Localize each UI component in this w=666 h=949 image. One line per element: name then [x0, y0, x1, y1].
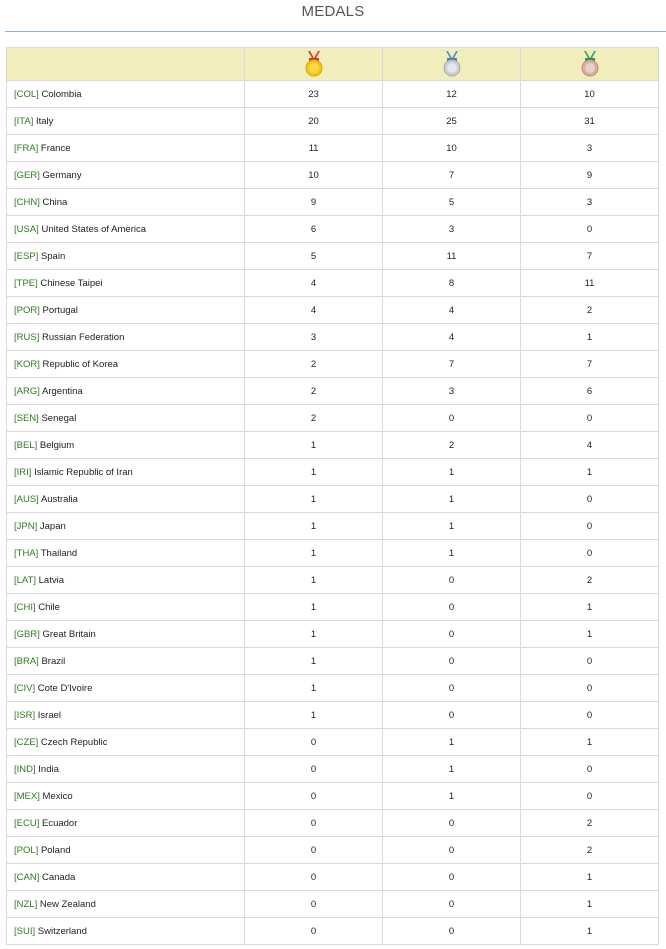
- table-row: [7, 486, 659, 513]
- silver-count: 7: [383, 162, 521, 189]
- country-name: Belgium: [39, 439, 75, 451]
- country-cell: [7, 567, 245, 594]
- medals-table: [6, 47, 659, 945]
- silver-count: 1: [383, 756, 521, 783]
- table-row: [7, 216, 659, 243]
- country-cell: [7, 918, 245, 945]
- country-cell: [7, 513, 245, 540]
- silver-count: 25: [383, 108, 521, 135]
- silver-count: 1: [383, 540, 521, 567]
- table-header-row: [7, 48, 659, 81]
- table-row: [7, 837, 659, 864]
- silver-count: 3: [383, 216, 521, 243]
- bronze-count: 0: [521, 756, 659, 783]
- gold-count: 0: [245, 810, 383, 837]
- silver-count: 1: [383, 513, 521, 540]
- gold-count: 20: [245, 108, 383, 135]
- country-code: [KOR]: [14, 358, 40, 370]
- country-cell: [7, 135, 245, 162]
- country-cell: [7, 270, 245, 297]
- country-name: Argentina: [42, 385, 83, 397]
- country-name: Brazil: [41, 655, 66, 667]
- gold-count: 0: [245, 756, 383, 783]
- country-code: [SUI]: [14, 925, 36, 937]
- country-cell: [7, 675, 245, 702]
- gold-count: 2: [245, 351, 383, 378]
- table-row: [7, 459, 659, 486]
- gold-count: 6: [245, 216, 383, 243]
- bronze-count: 0: [521, 216, 659, 243]
- silver-count: 12: [383, 81, 521, 108]
- gold-count: 9: [245, 189, 383, 216]
- gold-column-header: [245, 48, 383, 81]
- gold-count: 5: [245, 243, 383, 270]
- country-name: Portugal: [42, 304, 78, 316]
- country-name: Colombia: [41, 88, 82, 100]
- country-name: Latvia: [38, 574, 64, 586]
- page-title: MEDALS: [301, 3, 365, 20]
- table-row: [7, 864, 659, 891]
- table-row: [7, 702, 659, 729]
- gold-count: 1: [245, 648, 383, 675]
- country-name: Russian Federation: [41, 331, 125, 343]
- silver-count: 1: [383, 486, 521, 513]
- bronze-count: 10: [521, 81, 659, 108]
- country-code: [POL]: [14, 844, 39, 856]
- bronze-count: 1: [521, 864, 659, 891]
- table-row: [7, 432, 659, 459]
- gold-count: 0: [245, 891, 383, 918]
- country-code: [ARG]: [14, 385, 40, 397]
- country-cell: [7, 783, 245, 810]
- silver-count: 1: [383, 459, 521, 486]
- country-name: India: [38, 763, 59, 775]
- silver-count: 0: [383, 837, 521, 864]
- country-cell: [7, 756, 245, 783]
- bronze-column-header: [521, 48, 659, 81]
- title-divider: [5, 31, 666, 32]
- country-name: New Zealand: [39, 898, 96, 910]
- country-code: [ITA]: [14, 115, 34, 127]
- silver-column-header: [383, 48, 521, 81]
- silver-count: 11: [383, 243, 521, 270]
- table-row: [7, 270, 659, 297]
- country-code: [BRA]: [14, 655, 39, 667]
- country-column-header: [7, 48, 245, 81]
- silver-count: 0: [383, 918, 521, 945]
- country-cell: [7, 432, 245, 459]
- country-code: [GBR]: [14, 628, 40, 640]
- table-row: [7, 81, 659, 108]
- country-code: [ECU]: [14, 817, 40, 829]
- country-name: Senegal: [41, 412, 77, 424]
- bronze-count: 1: [521, 891, 659, 918]
- country-code: [NZL]: [14, 898, 38, 910]
- silver-count: 0: [383, 648, 521, 675]
- country-name: Japan: [39, 520, 66, 532]
- gold-count: 2: [245, 378, 383, 405]
- table-row: [7, 297, 659, 324]
- silver-count: 1: [383, 783, 521, 810]
- bronze-count: 2: [521, 567, 659, 594]
- country-cell: [7, 108, 245, 135]
- country-name: Poland: [40, 844, 71, 856]
- country-cell: [7, 864, 245, 891]
- country-name: Thailand: [40, 547, 78, 559]
- table-row: [7, 891, 659, 918]
- bronze-medal-icon: [580, 51, 600, 77]
- country-code: [CIV]: [14, 682, 36, 694]
- country-code: [ISR]: [14, 709, 36, 721]
- gold-count: 0: [245, 837, 383, 864]
- country-code: [CHN]: [14, 196, 40, 208]
- gold-count: 4: [245, 270, 383, 297]
- country-code: [ESP]: [14, 250, 39, 262]
- country-code: [AUS]: [14, 493, 39, 505]
- country-cell: [7, 351, 245, 378]
- table-row: [7, 783, 659, 810]
- country-name: Germany: [42, 169, 82, 181]
- bronze-count: 2: [521, 837, 659, 864]
- gold-count: 1: [245, 621, 383, 648]
- country-name: Islamic Republic of Iran: [34, 466, 133, 478]
- country-cell: [7, 324, 245, 351]
- silver-count: 5: [383, 189, 521, 216]
- country-name: Chile: [38, 601, 60, 613]
- table-row: [7, 135, 659, 162]
- silver-count: 0: [383, 864, 521, 891]
- table-row: [7, 189, 659, 216]
- table-row: [7, 594, 659, 621]
- gold-count: 1: [245, 702, 383, 729]
- country-cell: [7, 729, 245, 756]
- country-name: Republic of Korea: [42, 358, 119, 370]
- bronze-count: 3: [521, 135, 659, 162]
- country-cell: [7, 837, 245, 864]
- country-code: [CZE]: [14, 736, 39, 748]
- bronze-count: 2: [521, 297, 659, 324]
- gold-count: 4: [245, 297, 383, 324]
- bronze-count: 1: [521, 621, 659, 648]
- silver-count: 4: [383, 297, 521, 324]
- country-code: [BEL]: [14, 439, 38, 451]
- country-code: [SEN]: [14, 412, 39, 424]
- country-name: Mexico: [42, 790, 73, 802]
- bronze-count: 0: [521, 405, 659, 432]
- bronze-count: 0: [521, 513, 659, 540]
- bronze-count: 0: [521, 486, 659, 513]
- country-code: [CHI]: [14, 601, 36, 613]
- table-row: [7, 621, 659, 648]
- country-cell: [7, 378, 245, 405]
- gold-count: 1: [245, 513, 383, 540]
- gold-count: 1: [245, 486, 383, 513]
- silver-count: 0: [383, 810, 521, 837]
- country-code: [FRA]: [14, 142, 39, 154]
- bronze-count: 11: [521, 270, 659, 297]
- country-code: [TPE]: [14, 277, 38, 289]
- country-cell: [7, 540, 245, 567]
- table-row: [7, 675, 659, 702]
- country-cell: [7, 162, 245, 189]
- bronze-count: 31: [521, 108, 659, 135]
- gold-count: 0: [245, 918, 383, 945]
- table-row: [7, 918, 659, 945]
- silver-count: 0: [383, 675, 521, 702]
- silver-count: 1: [383, 729, 521, 756]
- table-row: [7, 810, 659, 837]
- gold-count: 1: [245, 675, 383, 702]
- country-name: United States of America: [41, 223, 147, 235]
- country-code: [THA]: [14, 547, 39, 559]
- gold-medal-icon: [304, 51, 324, 77]
- country-cell: [7, 594, 245, 621]
- country-cell: [7, 486, 245, 513]
- table-row: [7, 351, 659, 378]
- bronze-count: 1: [521, 324, 659, 351]
- gold-count: 0: [245, 783, 383, 810]
- country-name: Spain: [40, 250, 66, 262]
- country-name: China: [42, 196, 68, 208]
- silver-count: 0: [383, 594, 521, 621]
- country-code: [CAN]: [14, 871, 40, 883]
- country-code: [MEX]: [14, 790, 40, 802]
- country-code: [USA]: [14, 223, 39, 235]
- country-name: Israel: [37, 709, 61, 721]
- bronze-count: 1: [521, 918, 659, 945]
- country-name: Chinese Taipei: [40, 277, 103, 289]
- country-name: Australia: [40, 493, 78, 505]
- bronze-count: 0: [521, 648, 659, 675]
- table-row: [7, 648, 659, 675]
- gold-count: 0: [245, 729, 383, 756]
- table-row: [7, 567, 659, 594]
- silver-count: 0: [383, 621, 521, 648]
- table-row: [7, 405, 659, 432]
- gold-count: 1: [245, 459, 383, 486]
- country-code: [POR]: [14, 304, 40, 316]
- country-code: [LAT]: [14, 574, 36, 586]
- bronze-count: 7: [521, 243, 659, 270]
- country-cell: [7, 621, 245, 648]
- medals-table-body: [7, 81, 659, 945]
- table-row: [7, 756, 659, 783]
- bronze-count: 1: [521, 594, 659, 621]
- gold-count: 3: [245, 324, 383, 351]
- gold-count: 23: [245, 81, 383, 108]
- country-cell: [7, 243, 245, 270]
- bronze-count: 1: [521, 729, 659, 756]
- gold-count: 10: [245, 162, 383, 189]
- country-cell: [7, 702, 245, 729]
- country-cell: [7, 810, 245, 837]
- country-cell: [7, 648, 245, 675]
- country-code: [IND]: [14, 763, 36, 775]
- country-code: [GER]: [14, 169, 40, 181]
- gold-count: 0: [245, 864, 383, 891]
- country-code: [RUS]: [14, 331, 40, 343]
- country-code: [COL]: [14, 88, 39, 100]
- bronze-count: 0: [521, 702, 659, 729]
- bronze-count: 6: [521, 378, 659, 405]
- country-name: Italy: [36, 115, 54, 127]
- gold-count: 1: [245, 540, 383, 567]
- silver-count: 0: [383, 891, 521, 918]
- bronze-count: 0: [521, 783, 659, 810]
- gold-count: 1: [245, 432, 383, 459]
- bronze-count: 9: [521, 162, 659, 189]
- country-code: [JPN]: [14, 520, 38, 532]
- country-cell: [7, 891, 245, 918]
- silver-count: 4: [383, 324, 521, 351]
- table-row: [7, 108, 659, 135]
- country-name: Ecuador: [41, 817, 78, 829]
- country-cell: [7, 216, 245, 243]
- bronze-count: 3: [521, 189, 659, 216]
- bronze-count: 7: [521, 351, 659, 378]
- table-row: [7, 378, 659, 405]
- silver-count: 3: [383, 378, 521, 405]
- country-name: France: [40, 142, 71, 154]
- gold-count: 1: [245, 594, 383, 621]
- silver-count: 0: [383, 567, 521, 594]
- table-row: [7, 540, 659, 567]
- silver-count: 8: [383, 270, 521, 297]
- table-row: [7, 729, 659, 756]
- gold-count: 11: [245, 135, 383, 162]
- gold-count: 2: [245, 405, 383, 432]
- bronze-count: 0: [521, 540, 659, 567]
- bronze-count: 1: [521, 459, 659, 486]
- gold-count: 1: [245, 567, 383, 594]
- country-cell: [7, 405, 245, 432]
- country-cell: [7, 297, 245, 324]
- country-name: Canada: [41, 871, 76, 883]
- silver-count: 10: [383, 135, 521, 162]
- silver-count: 0: [383, 405, 521, 432]
- table-row: [7, 243, 659, 270]
- country-name: Cote D'Ivoire: [37, 682, 93, 694]
- country-code: [IRI]: [14, 466, 32, 478]
- country-name: Czech Republic: [40, 736, 108, 748]
- bronze-count: 4: [521, 432, 659, 459]
- country-cell: [7, 189, 245, 216]
- silver-medal-icon: [442, 51, 462, 77]
- silver-count: 7: [383, 351, 521, 378]
- bronze-count: 2: [521, 810, 659, 837]
- table-row: [7, 513, 659, 540]
- country-cell: [7, 81, 245, 108]
- table-row: [7, 324, 659, 351]
- country-cell: [7, 459, 245, 486]
- bronze-count: 0: [521, 675, 659, 702]
- silver-count: 0: [383, 702, 521, 729]
- silver-count: 2: [383, 432, 521, 459]
- table-row: [7, 162, 659, 189]
- country-name: Great Britain: [42, 628, 96, 640]
- country-name: Switzerland: [37, 925, 87, 937]
